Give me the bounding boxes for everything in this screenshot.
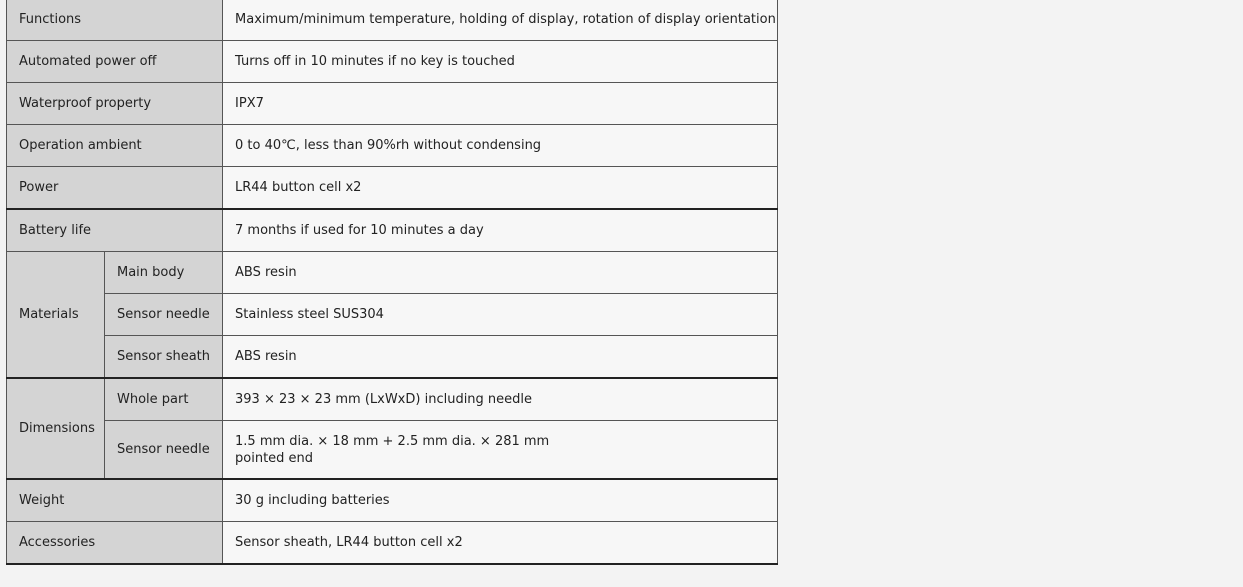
table-row [7, 294, 778, 336]
table-row [7, 479, 778, 522]
table-row [7, 125, 778, 167]
row-label-operation-ambient: Operation ambient [7, 125, 223, 167]
sublabel-sensor-needle-material: Sensor needle [105, 294, 223, 336]
row-value-functions: Maximum/minimum temperature, holding of display, rotation of display orientation [223, 0, 778, 41]
row-label-waterproof: Waterproof property [7, 83, 223, 125]
table-row [7, 421, 778, 480]
sublabel-sensor-sheath: Sensor sheath [105, 336, 223, 379]
sublabel-sensor-needle-dimension: Sensor needle [105, 421, 223, 480]
value-main-body: ABS resin [223, 252, 778, 294]
row-value-waterproof: IPX7 [223, 83, 778, 125]
row-label-materials: Materials [7, 252, 105, 379]
table-row [7, 378, 778, 421]
row-value-operation-ambient: 0 to 40℃, less than 90%rh without condensing [223, 125, 778, 167]
specifications-table [6, 0, 778, 565]
value-sensor-needle-dimension [223, 421, 778, 480]
value-sensor-sheath: ABS resin [223, 336, 778, 379]
row-value-weight: 30 g including batteries [223, 479, 778, 522]
row-label-functions: Functions [7, 0, 223, 41]
value-sensor-needle-material: Stainless steel SUS304 [223, 294, 778, 336]
sublabel-whole-part: Whole part [105, 378, 223, 421]
value-whole-part: 393 × 23 × 23 mm (LxWxD) including needle [223, 378, 778, 421]
row-value-power-off: Turns off in 10 minutes if no key is touched [223, 41, 778, 83]
table-row [7, 83, 778, 125]
row-label-power-off: Automated power off [7, 41, 223, 83]
table-row [7, 336, 778, 379]
row-label-battery-life: Battery life [7, 209, 223, 252]
value-line: 1.5 mm dia. × 18 mm + 2.5 mm dia. × 281 mm [235, 433, 550, 449]
row-label-weight: Weight [7, 479, 223, 522]
value-line: pointed end [235, 450, 314, 466]
row-value-power: LR44 button cell x2 [223, 167, 778, 210]
sublabel-main-body: Main body [105, 252, 223, 294]
table-row [7, 167, 778, 210]
table-row [7, 0, 778, 41]
table-row [7, 41, 778, 83]
row-value-battery-life: 7 months if used for 10 minutes a day [223, 209, 778, 252]
row-label-accessories: Accessories [7, 522, 223, 565]
row-value-accessories: Sensor sheath, LR44 button cell x2 [223, 522, 778, 565]
table-row [7, 209, 778, 252]
table-row [7, 252, 778, 294]
row-label-power: Power [7, 167, 223, 210]
row-label-dimensions: Dimensions [7, 378, 105, 479]
table-row [7, 522, 778, 565]
